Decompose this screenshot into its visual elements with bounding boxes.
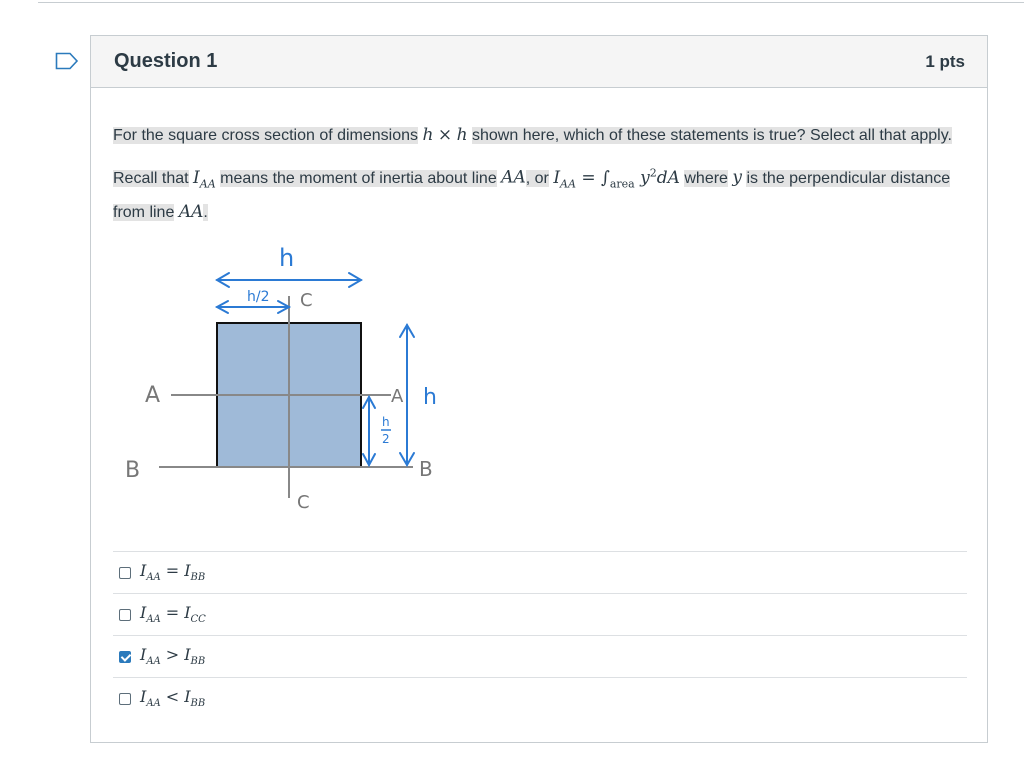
label-a-right: A <box>391 386 404 408</box>
label-c-top: C <box>300 290 313 312</box>
math-sub: AA <box>146 572 161 584</box>
question-stem-paragraph-1 <box>113 121 965 150</box>
question-points: 1 pts <box>925 51 965 71</box>
answer-checkbox[interactable] <box>119 693 131 705</box>
stem-text: means the moment of inertia about line <box>220 169 497 187</box>
answer-option-2[interactable] <box>113 593 967 635</box>
stem-text: shown here, which of these statements is true? Select all that apply. <box>472 127 952 144</box>
label-b-right: B <box>419 457 433 482</box>
math-I: I <box>140 645 147 665</box>
stem-text: where <box>684 169 728 187</box>
stem-text: is the perpendicular distance from line <box>113 169 951 222</box>
math-sub: BB <box>190 656 206 668</box>
question-header <box>91 36 987 88</box>
math-times: × <box>437 125 453 145</box>
math-I: I <box>184 561 191 581</box>
answer-checkbox-checked[interactable] <box>119 651 131 663</box>
math-I: I <box>140 603 147 623</box>
label-h-right: h <box>423 385 437 411</box>
answer-text <box>140 645 205 667</box>
question-title: Question 1 <box>114 50 218 72</box>
math-AA: AA <box>178 202 204 223</box>
math-y: y <box>640 167 650 188</box>
math-h: h <box>456 125 468 145</box>
answer-option-1[interactable] <box>113 551 967 593</box>
answer-list <box>113 551 967 719</box>
math-area: area <box>609 177 635 191</box>
stem-text: , or <box>525 169 549 187</box>
math-op: = <box>165 603 180 623</box>
math-sub: AA <box>560 177 576 191</box>
math-I: I <box>193 167 200 188</box>
math-I: I <box>184 603 191 623</box>
math-h: h <box>422 125 434 145</box>
answer-text <box>140 603 206 625</box>
math-y: y <box>732 167 743 188</box>
math-dA: dA <box>656 167 680 188</box>
answer-checkbox[interactable] <box>119 609 131 621</box>
label-b-left: B <box>125 458 141 484</box>
label-h-top: h <box>279 244 295 273</box>
answer-option-4[interactable] <box>113 677 967 719</box>
math-sub: AA <box>146 656 161 668</box>
math-I: I <box>184 645 191 665</box>
math-I: I <box>140 561 147 581</box>
math-integral: ∫ <box>600 167 610 188</box>
math-sub: CC <box>190 614 206 626</box>
math-I: I <box>140 687 147 707</box>
math-sub: BB <box>190 572 206 584</box>
math-I: I <box>553 167 561 188</box>
answer-text <box>140 561 205 583</box>
top-divider <box>38 2 1024 3</box>
math-AA: AA <box>501 167 526 188</box>
math-op: < <box>165 687 180 707</box>
dimension-h-top <box>217 273 361 287</box>
math-I: I <box>184 687 191 707</box>
question-card <box>90 35 988 743</box>
question-stem-paragraph-2 <box>113 159 965 227</box>
label-h-half: h/2 <box>247 289 270 306</box>
question-body <box>91 88 987 521</box>
math-integral-expression <box>553 166 680 191</box>
stem-text: . <box>203 204 208 222</box>
answer-text <box>140 687 205 709</box>
math-sub: BB <box>190 698 206 710</box>
math-op: > <box>165 645 180 665</box>
math-sub: AA <box>199 177 216 191</box>
answer-option-3[interactable] <box>113 635 967 677</box>
math-sq: 2 <box>649 166 657 179</box>
label-half-num: h <box>382 415 390 430</box>
answer-checkbox[interactable] <box>119 567 131 579</box>
label-a-left: A <box>145 383 161 409</box>
stem-text: Recall that <box>113 169 189 187</box>
label-half-den: 2 <box>382 432 390 447</box>
math-op: = <box>165 561 180 581</box>
math-I-AA <box>193 167 216 191</box>
cross-section-diagram <box>123 244 483 516</box>
dimension-h-half-right <box>363 397 375 465</box>
label-c-bottom: C <box>297 492 310 514</box>
flag-question-icon[interactable] <box>55 52 79 70</box>
math-sub: AA <box>146 614 161 626</box>
math-sub: AA <box>146 698 161 710</box>
stem-text: For the square cross section of dimensions <box>113 127 419 144</box>
math-eq: = <box>581 167 596 188</box>
